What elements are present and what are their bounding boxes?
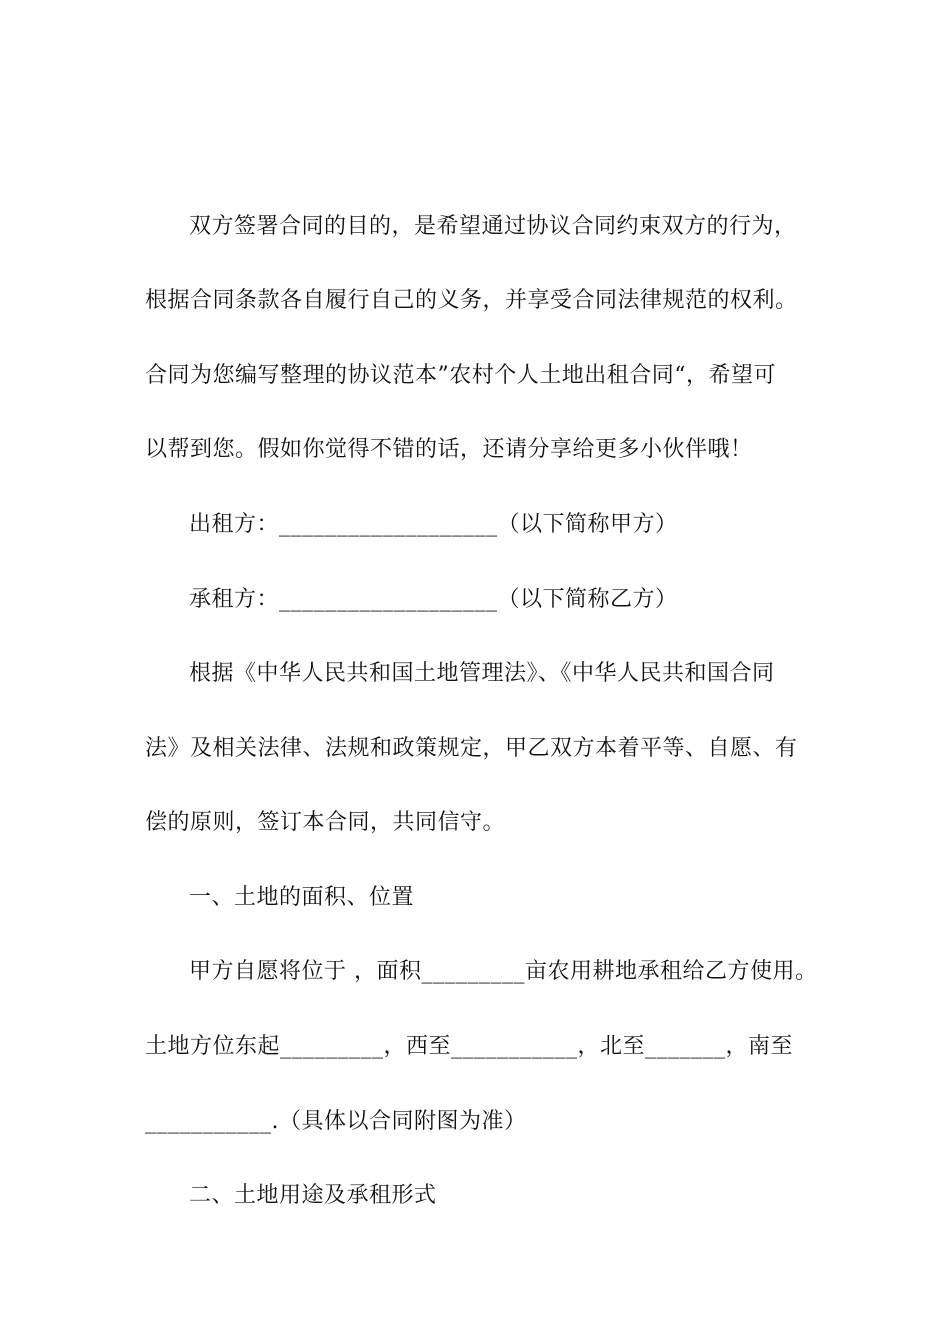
basis-paragraph-line-1: 根据《中华人民共和国土地管理法》、《中华人民共和国合同 [189, 661, 775, 686]
intro-paragraph-line-4: 以帮到您。假如你觉得不错的话，还请分享给更多小伙伴哦！ [145, 437, 753, 462]
intro-paragraph-line-2: 根据合同条款各自履行自己的义务，并享受合同法律规范的权利。 [145, 288, 798, 313]
land-paragraph-line-1: 甲方自愿将位于 ，面积_________亩农用耕地承租给乙方使用。 [189, 959, 818, 984]
basis-paragraph-line-2: 法》及相关法律、法规和政策规定，甲乙双方本着平等、自愿、有 [145, 736, 798, 761]
section-heading-2: 二、土地用途及承租形式 [189, 1183, 437, 1208]
lessor-line: 出租方：___________________（以下简称甲方） [189, 512, 678, 537]
intro-paragraph-line-3: 合同为您编写整理的协议范本”农村个人土地出租合同“，希望可 [145, 363, 776, 388]
land-paragraph-line-2: 土地方位东起_________，西至___________，北至_______，南至 [145, 1034, 794, 1059]
lessee-line: 承租方：___________________（以下简称乙方） [189, 587, 678, 612]
section-heading-1: 一、土地的面积、位置 [189, 885, 415, 910]
basis-paragraph-line-3: 偿的原则，签订本合同，共同信守。 [145, 810, 506, 835]
land-paragraph-line-3: ___________.（具体以合同附图为准） [145, 1109, 527, 1134]
intro-paragraph-line-1: 双方签署合同的目的，是希望通过协议合同约束双方的行为， [189, 214, 797, 239]
